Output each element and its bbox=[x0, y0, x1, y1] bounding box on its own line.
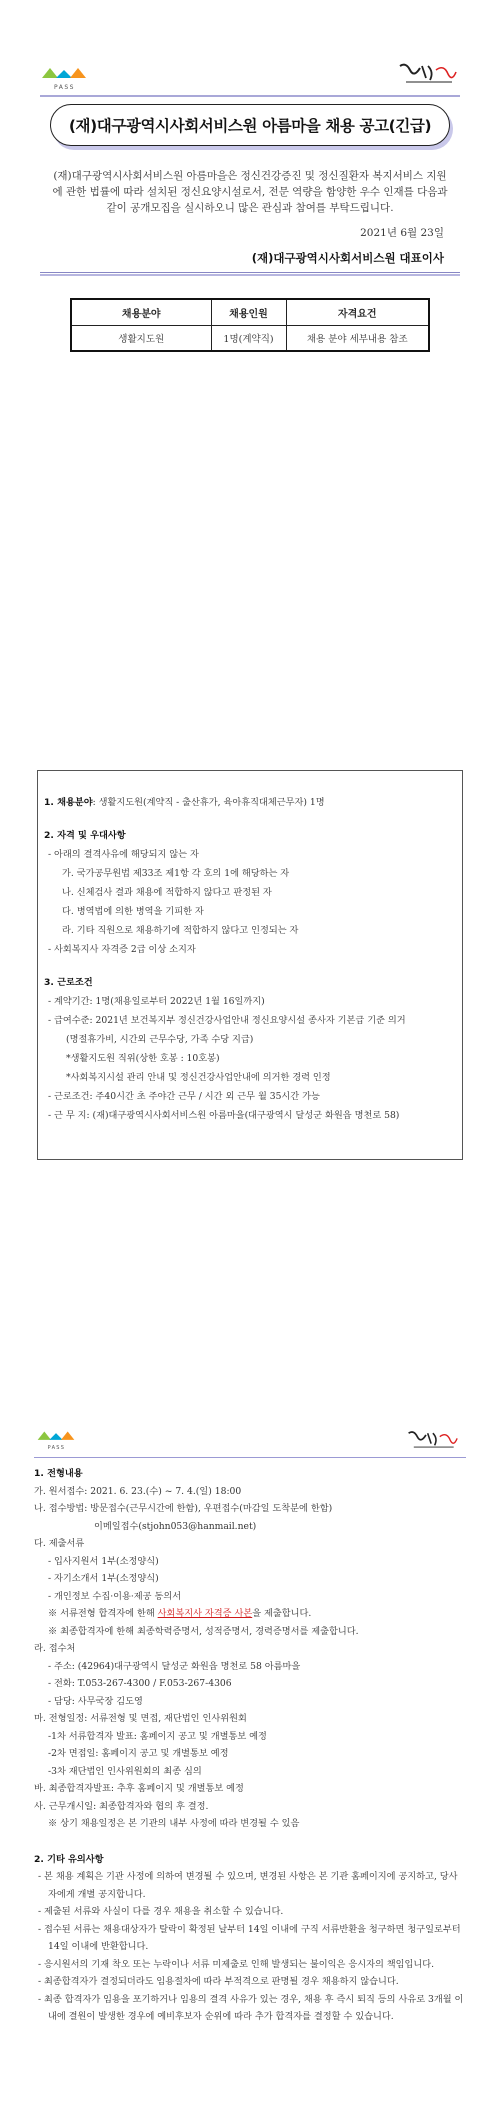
list-item: ※ 상기 채용일정은 본 기관의 내부 사정에 따라 변경될 수 있음 bbox=[48, 1818, 300, 1829]
note-text: 을 제출합니다. bbox=[252, 1608, 312, 1619]
list-item: 다. 병역법에 의한 병역을 기피한 자 bbox=[62, 906, 204, 917]
page-title: (재)대구광역시사회서비스원 아름마을 채용 공고(긴급) bbox=[50, 104, 450, 146]
list-item: - 급여수준: 2021년 보건복지부 정신건강사업안내 정신요양시설 종사자 기본급 기준 의거 bbox=[48, 1015, 406, 1026]
section-rule bbox=[40, 272, 460, 276]
header-rule bbox=[40, 95, 460, 97]
list-item: *사회복지시설 관리 안내 및 정신건강사업안내에 의거한 경력 인정 bbox=[66, 1072, 331, 1083]
table-header-cell: 채용분야 bbox=[71, 299, 211, 325]
announcement-date: 2021년 6월 23일 bbox=[360, 227, 444, 239]
list-item: - 본 채용 계획은 기관 사정에 의하여 변경될 수 있으며, 변경된 사항은 본 기관 홈페이지에 공지하고, 당사자에게 개별 공지합니다. bbox=[38, 1871, 458, 1900]
section-title: 2. 자격 및 우대사항 bbox=[44, 830, 126, 841]
list-item: - 자기소개서 1부(소정양식) bbox=[48, 1573, 159, 1584]
section-title: 3. 근로조건 bbox=[44, 977, 93, 988]
section-title: 1. 전형내용 bbox=[34, 1468, 83, 1479]
header-rule bbox=[34, 1457, 466, 1458]
pass-logo-text: PASS bbox=[54, 84, 75, 91]
table-cell: 채용 분야 세부내용 참조 bbox=[286, 325, 429, 351]
list-item: - 최종합격자가 결정되더라도 임용절차에 따라 부적격으로 판명될 경우 채용하지 않습니다. bbox=[38, 1976, 399, 1987]
recruitment-table bbox=[70, 298, 430, 352]
section-recruit-field bbox=[44, 793, 452, 812]
table-header-row bbox=[71, 299, 429, 325]
list-item: - 아래의 결격사유에 해당되지 않는 자 bbox=[48, 849, 199, 860]
section-title: 1. 채용분야 bbox=[44, 797, 93, 808]
list-item: 이메일접수(stjohn053@hanmail.net) bbox=[94, 1520, 257, 1532]
list-item: - 근로조건: 주40시간 초 주야간 근무 / 시간 외 근무 월 35시간 가능 bbox=[48, 1091, 320, 1102]
table-header-cell: 자격요건 bbox=[286, 299, 429, 325]
list-item: ※ 최종합격자에 한해 최종학력증명서, 성적증명서, 경력증명서를 제출합니다. bbox=[48, 1625, 359, 1637]
list-item: - 응시원서의 기재 착오 또는 누락이나 서류 미제출로 인해 발생되는 불이익은 응시자의 책임입니다. bbox=[38, 1958, 435, 1970]
list-item: -1차 서류합격자 발표: 홈페이지 공고 및 개별통보 예정 bbox=[48, 1730, 267, 1742]
list-item: - 개인정보 수집·이용·제공 동의서 bbox=[48, 1590, 182, 1602]
list-item: (명절휴가비, 시간외 근무수당, 가족 수당 지급) bbox=[66, 1034, 254, 1045]
daegu-slogan-logo bbox=[396, 60, 458, 90]
list-item: - 사회복지사 자격증 2급 이상 소지자 bbox=[48, 944, 196, 955]
intro-paragraph: (재)대구광역시사회서비스원 아름마을은 정신건강증진 및 정신질환자 복지서비스 지원에 관한 법률에 따라 설치된 정신요양시설로서, 전문 역량을 함양한 우수 인재를 다음과 같이 공개모집을 실시하오니 많은 관심과 참여를 부탁드립니다. bbox=[52, 170, 448, 214]
pass-logo bbox=[40, 62, 100, 92]
list-item: 마. 전형일정: 서류전형 및 면접, 재단법인 인사위원회 bbox=[34, 1713, 247, 1724]
list-item: 가. 국가공무원법 제33조 제1항 각 호의 1에 해당하는 자 bbox=[62, 868, 290, 879]
pass-logo-text: PASS bbox=[47, 1445, 66, 1451]
list-item: - 입사지원서 1부(소정양식) bbox=[48, 1555, 159, 1567]
daegu-slogan-logo bbox=[404, 1428, 460, 1458]
list-item: - 담당: 사무국장 김도영 bbox=[48, 1695, 143, 1707]
list-item bbox=[34, 1605, 466, 1623]
list-item: -3차 재단법인 인사위원회의 최종 심의 bbox=[48, 1765, 202, 1777]
highlighted-note: 사회복지사 자격증 사본 bbox=[157, 1608, 253, 1619]
list-item: - 전화: T.053-267-4300 / F.053-267-4306 bbox=[48, 1678, 232, 1689]
table-row bbox=[71, 325, 429, 351]
list-item: 가. 원서접수: 2021. 6. 23.(수) ~ 7. 4.(일) 18:00 bbox=[34, 1485, 242, 1497]
organization-signature: (재)대구광역시사회서비스원 대표이사 bbox=[251, 251, 444, 265]
list-item: -2차 면접일: 홈페이지 공고 및 개별통보 예정 bbox=[48, 1748, 229, 1759]
section-title: 2. 기타 유의사항 bbox=[34, 1853, 104, 1865]
list-item: 라. 접수처 bbox=[34, 1643, 76, 1654]
table-cell: 생활지도원 bbox=[71, 325, 211, 351]
list-item: - 제출된 서류와 사실이 다를 경우 채용을 취소할 수 있습니다. bbox=[38, 1906, 284, 1917]
list-item: - 계약기간: 1명(채용일로부터 2022년 1월 16일까지) bbox=[48, 996, 265, 1007]
list-item: - 근 무 지: (재)대구광역시사회서비스원 아름마을(대구광역시 달성군 화원읍 명천로 58) bbox=[48, 1110, 400, 1121]
list-item: - 최종 합격자가 임용을 포기하거나 임용의 결격 사유가 있는 경우, 채용 후 즉시 퇴직 등의 사유로 3개월 이내에 결원이 발생한 경우에 예비후보자 순위에 따라 추가 합격자를 결정할 수 있습니다. bbox=[38, 1993, 464, 2022]
list-item: - 주소: (42964)대구광역시 달성군 화원읍 명천로 58 아름마을 bbox=[48, 1660, 301, 1672]
section-text: : 생활지도원(계약직 - 출산휴가, 육아휴직대체근무자) 1명 bbox=[92, 797, 325, 808]
list-item: 나. 신체검사 결과 채용에 적합하지 않다고 판정된 자 bbox=[62, 887, 272, 898]
note-text: ※ 서류전형 합격자에 한해 bbox=[48, 1608, 158, 1619]
table-cell: 1명(계약직) bbox=[211, 325, 286, 351]
list-item: 다. 제출서류 bbox=[34, 1538, 85, 1549]
list-item: 바. 최종합격자발표: 추후 홈페이지 및 개별통보 예정 bbox=[34, 1783, 244, 1794]
pass-logo bbox=[36, 1426, 86, 1456]
list-item: - 접수된 서류는 채용대상자가 탈락이 확정된 날부터 14일 이내에 구직 서류반환을 청구하면 청구일로부터 14일 이내에 반환합니다. bbox=[38, 1923, 461, 1952]
details-box bbox=[37, 770, 463, 1160]
page2-content bbox=[34, 1465, 466, 2026]
list-item: 사. 근무개시일: 최종합격자와 협의 후 결정. bbox=[34, 1800, 209, 1812]
table-header-cell: 채용인원 bbox=[211, 299, 286, 325]
list-item: *생활지도원 직위(상한 호봉 : 10호봉) bbox=[66, 1053, 220, 1064]
list-item: 라. 기타 직원으로 채용하기에 적합하지 않다고 인정되는 자 bbox=[62, 925, 299, 936]
list-item: 나. 접수방법: 방문접수(근무시간에 한함), 우편접수(마감일 도착분에 한함) bbox=[34, 1503, 333, 1514]
